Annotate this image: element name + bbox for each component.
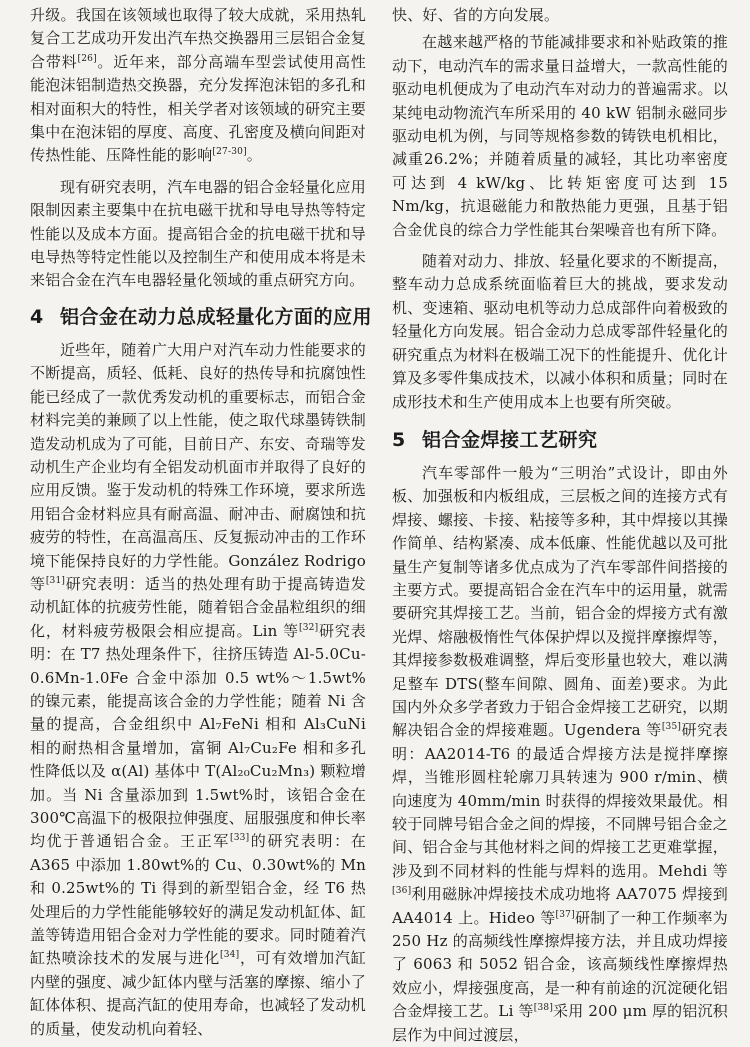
citation[interactable]: [36] [392,886,412,897]
citation[interactable]: [34] [220,950,240,961]
section-heading-4 [30,303,373,331]
citation[interactable]: [32] [299,622,319,633]
citation[interactable]: [26] [77,53,97,64]
paragraph: 近些年，随着广大用户对汽车动力性能要求的不断提高，质轻、低耗、良好的热传导和抗腐蚀性能已经成了一款优秀发动机的重要标志，而铝合金材料完美的兼顾了以上性能，使之取代球墨铸铁制造发动机成为了可能，目前日产、东安、奇瑞等发动机生产企业均有全铝发动机面市并取得了良好的应用反馈。鉴于发动机的特殊工作环境，要求所选用铝合金材料应具有耐高温、耐冲击、耐腐蚀和抗疲劳的特性，在高温高压、反复振动冲击的工作环境下能保持良好的力学性能。González Rodrigo 等[31]研究表明：适当的热处理有助于提高铸造发动机缸体的抗疲劳性能，随着铝合金晶粒组织的细化，材料疲劳极限会相应提高。Lin 等[32]研究表明：在 T7 热处理条件下，往挤压铸造 Al-5.0Cu-0.6Mn-1.0Fe 合金中添加 0.5 wt%～1.5wt%的镍元素，能提高该合金的力学性能；随着 Ni 含量的提高，合金组织中 Al₇FeNi 相和 Al₃CuNi 相的耐热相含量增加，富铜 Al₇Cu₂Fe 相和多孔性降低以及 α(Al) 基体中 T(Al₂₀Cu₂Mn₃) 颗粒增加。当 Ni 含量添加到 1.5wt%时，该铝合金在 300℃高温下的极限拉伸强度、屈服强度和伸长率均优于普通铝合金。王正军[33]的研究表明：在 A365 中添加 1.80wt%的 Cu、0.30wt%的 Mn 和 0.25wt%的 Ti 得到的新型铝合金，经 T6 热处理后的力学性能能够较好的满足发动机缸体、缸盖等铸造用铝合金对力学性能的要求。同时随着汽缸热喷涂技术的发展与进化[34]，可有效增加汽缸内壁的强度、减少缸体内壁与活塞的摩擦、缩小了缸体体积、提高汽缸的使用寿命，也减轻了发动机的质量，使发动机向着轻、 [30,340,366,1038]
left-column [30,4,373,1041]
section-number: 5 [392,428,406,451]
citation[interactable]: [38] [533,1003,554,1014]
citation[interactable]: [37] [555,909,575,920]
paragraph: 现有研究表明，汽车电器的铝合金轻量化应用限制因素主要集中在抗电磁干扰和导电导热等特定性能以及成本方面。提高铝合金的抗电磁干扰和导电导热等特定性能以及控制生产和使用成本将是未来铝合金在汽车电器轻量化领域的重点研究方向。 [30,177,366,290]
section-heading-5 [392,426,728,454]
paragraph: 随着对动力、排放、轻量化要求的不断提高，整车动力总成系统面临着巨大的挑战，要求发动机、变速箱、驱动电机等动力总成部件向着极致的轻量化方向发展。铝合金动力总成零部件轻量化的研究重点为材料在极端工况下的性能提升、优化计算及多零件集成技术，以减小体积和质量；同时在成形技术和生产使用成本上也要有所突破。 [392,252,728,411]
citation[interactable]: [31] [45,575,66,586]
paragraph: 升级。我国在该领域也取得了较大成就，采用热轧复合工艺成功开发出汽车热交换器用三层铝合金复合带料[26]。近年来，部分高端车型尝试使用高性能泡沫铝制造热交换器，充分发挥泡沫铝的多孔和相对面积大的特性，相关学者对该领域的研究主要集中在泡沫铝的厚度、高度、孔密度及横向间距对传热性能、压降性能的影响[27-30]。 [30,6,366,165]
citation[interactable]: [35] [661,722,682,733]
section-title: 铝合金焊接工艺研究 [422,428,598,451]
paragraph: 快、好、省的方向发展。 [392,6,560,24]
right-column [392,4,728,1047]
section-number: 4 [30,305,44,328]
section-title: 铝合金在动力总成轻量化方面的应用 [60,305,373,328]
paragraph: 在越来越严格的节能减排要求和补贴政策的推动下，电动汽车的需求量日益增大，一款高性能的驱动电机便成为了电动汽车对动力的普遍需求。以某纯电动物流汽车所采用的 40 kW 铝制永磁同步驱动电机为例，与同等规格参数的铸铁电机相比，减重26.2%；并随着质量的减轻，其比功率密度可达到 4 kW/kg、比转矩密度可达到 15 Nm/kg，抗退磁能力和散热能力更强，且基于铝合金优良的综合力学性能其台架噪音也有所下降。 [392,33,728,239]
paragraph: 汽车零部件一般为“三明治”式设计，即由外板、加强板和内板组成，三层板之间的连接方式有焊接、螺接、卡接、粘接等多种，其中焊接以其操作简单、结构紧凑、成本低廉、性能优越以及可批量生产复制等诸多优点成为了汽车零部件间搭接的主要方式。要提高铝合金在汽车中的运用量，就需要研究其焊接工艺。当前，铝合金的焊接方式有激光焊、熔融极惰性气体保护焊以及搅拌摩擦焊等，其焊接参数极难调整，焊后变形量也较大，难以满足整车 DTS(整车间隙、圆角、面差)要求。为此国内外众多学者致力于铝合金焊接工艺研究，以期解决铝合金的焊接难题。Ugendera 等[35]研究表明：AA2014-T6 的最适合焊接方法是搅拌摩擦焊，当锥形圆柱轮廓刀具转速为 900 r/min、横向速度为 40mm/min 时获得的焊接效果最优。相较于同牌号铝合金之间的焊接，不同牌号铝合金之间、铝合金与其他材料之间的焊接工艺更难掌握，涉及到不同材料的性能与焊料的选用。Mehdi 等[36]利用磁脉冲焊接技术成功地将 AA7075 焊接到 AA4014 上。Hideo 等[37]研制了一种工作频率为 250 Hz 的高频线性摩擦焊接方法，并且成功焊接了 6063 和 5052 铝合金，该高频线性摩擦焊热效应小，焊接强度高，是一种有前途的沉淀硬化铝合金焊接工艺。Li 等[38]采用 200 μm 厚的铝沉积层作为中间过渡层， [392,463,729,1044]
citation[interactable]: [33] [230,833,250,844]
citation[interactable]: [27-30] [212,147,247,158]
